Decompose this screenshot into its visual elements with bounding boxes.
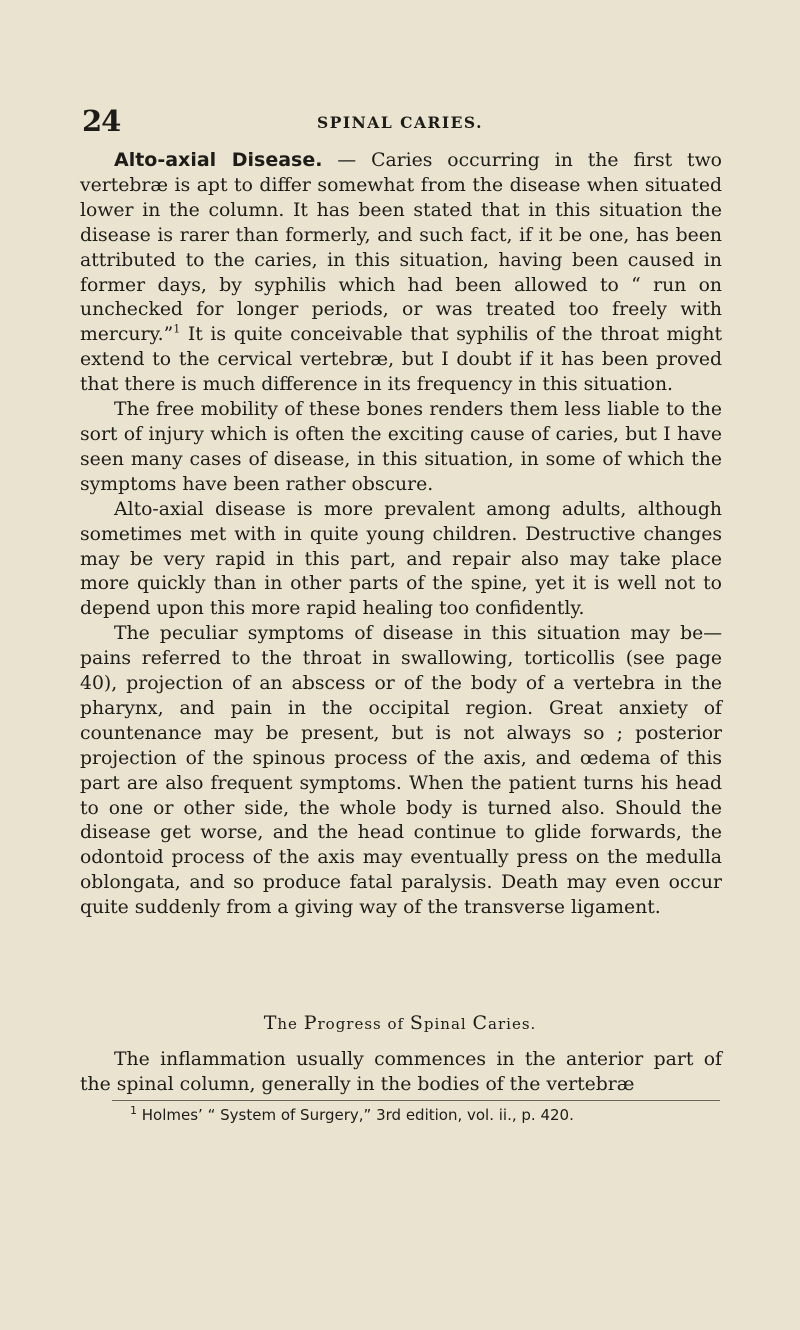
footnote-text: Holmes’ “ System of Surgery,” 3rd edition, vol. ii., p. 420. — [137, 1106, 574, 1124]
paragraph-1-text-b: It is quite conceivable that syphilis of the throat might extend to the cervical vertebræ, but I doubt if it has been proved that there is much difference in its frequency in this situation. — [80, 324, 722, 396]
paragraph-3: Alto-axial disease is more prevalent among adults, although sometimes met with in quite young children. Destructive changes may be very rapid in this part, and repair also may take place more quickly than in other parts of the spine, yet it is well not to depend upon this more rapid healing too confidently. — [80, 498, 722, 620]
paragraph-4: The peculiar symptoms of disease in this situation may be— pains referred to the throat in swallowing, torticollis (see page 40), projection of an abscess or of the body of a vertebra in the pharynx, and pain in the occipital region. Great anxiety of countenance may be present, but is not always so ; posterior projection of the spinous process of the axis, and œdema of this part are also frequent symptoms. When the patient turns his head to one or other side, the whole body is turned also. Should the disease get worse, and the head continue to glide forwards, the odontoid process of the axis may eventually press on the medulla oblongata, and so produce fatal paralysis. Death may even occur quite suddenly from a giving way of the transverse ligament. — [80, 623, 722, 919]
footnote-rule — [112, 1100, 720, 1101]
lead-dash: — — [322, 150, 372, 171]
section-alto-axial — [80, 148, 722, 921]
paragraph-5: The inflammation usually commences in the anterior part of the spinal column, generally in the bodies of the vertebræ — [80, 1049, 722, 1095]
paragraph-1-text-a: Caries occurring in the first two vertebræ is apt to differ somewhat from the disease when situated lower in the column. It has been stated that in this situation the disease is rarer than formerly, and such fact, if it be one, has been attributed to the caries, in this situation, having been caused in former days, by syphilis which had been allowed to “ run on unchecked for longer periods, or was treated too freely with mercury.” — [80, 150, 722, 346]
footnote — [130, 1106, 574, 1124]
running-head: SPINAL CARIES. — [317, 113, 483, 132]
section-lead-in: Alto-axial Disease. — [114, 149, 323, 171]
page-number: 24 — [82, 104, 121, 138]
page-header — [0, 104, 800, 140]
footnote-ref: 1 — [173, 323, 181, 337]
footnote-marker: 1 — [130, 1104, 137, 1117]
paragraph-1 — [80, 148, 722, 398]
paragraph-2: The free mobility of these bones renders them less liable to the sort of injury which is often the exciting cause of caries, but I have seen many cases of disease, in this situation, in some of which the symptoms have been rather obscure. — [80, 399, 722, 495]
section-heading: The Progress of Spinal Caries. — [263, 1012, 537, 1034]
section-progress — [80, 1048, 722, 1098]
